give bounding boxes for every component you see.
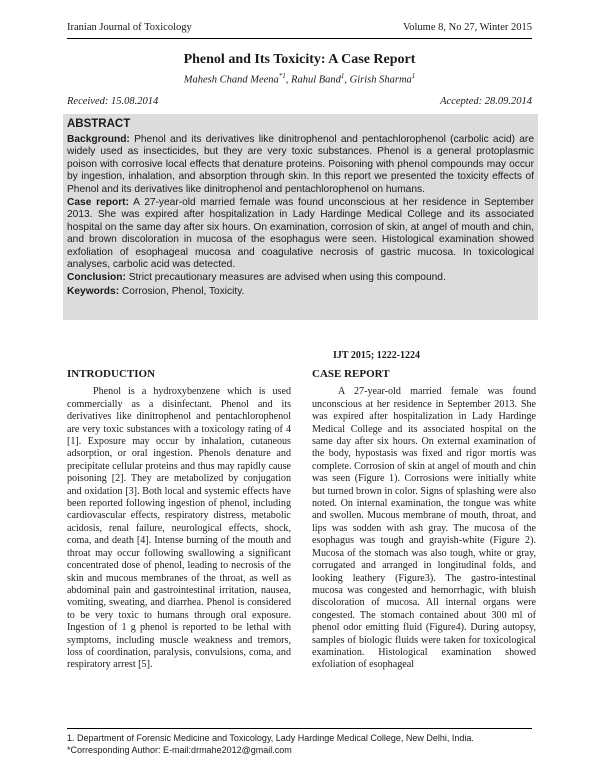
running-header bbox=[67, 22, 532, 33]
volume-info: Volume 8, No 27, Winter 2015 bbox=[403, 22, 532, 33]
background-label: Background: bbox=[67, 134, 130, 145]
author-affiliation-mark: *1 bbox=[278, 72, 286, 80]
abstract-keywords bbox=[67, 286, 534, 298]
abstract-heading: ABSTRACT bbox=[67, 118, 131, 130]
abstract-case-report bbox=[67, 197, 534, 271]
introduction-text: Phenol is a hydroxybenzene which is used commercially as a disinfectant. Phenol and its derivatives like dinitrophenol and pentachlorophenol are very toxic substances with a toxicology rating of 4 [1]. Exposure may occur by inhalation, cutaneous adsorption, or oral ingestion. Phenols denature and precipitate cellular proteins and thus may rapidly cause poisoning [2]. They are metabolized by conjugation and oxidation [3]. Both local and systemic effects have been reported following ingestion of phenol, including cardiovascular effects, respiratory distress, metabolic acidosis, renal failure, neurological effects, shock, coma, and death [4]. Intense burning of the mouth and throat may occur following swallowing a significant concentrated dose of phenol, leading to necrosis of the skin and mucous membranes of the throat, as well as abdominal pain and gastrointestinal irritation, nausea, vomiting, sweating, and diarrhea. Phenol is considered to be very toxic to humans through oral exposure. Ingestion of 1 g phenol is reported to be lethal with symptoms, including muscle weakness and tremors, loss of coordination, paralysis, convulsions, coma, and respiratory arrest [5]. bbox=[67, 386, 291, 671]
introduction-section bbox=[67, 368, 291, 672]
affiliation-footnote: 1. Department of Forensic Medicine and Toxicology, Lady Hardinge Medical College, New Delhi, India. bbox=[67, 733, 474, 743]
abstract-box bbox=[63, 114, 538, 320]
abstract-conclusion bbox=[67, 272, 534, 284]
background-text: Phenol and its derivatives like dinitrophenol and pentachlorophenol (carbolic acid) are widely used as insecticides, but they are very toxic substances. Phenol is a general protoplasmic poison with corrosive local effects that denature proteins. Poisoning with phenol compounds may occur by ingestion, inhalation, and absorption through skin. In this report we presented the toxicity effects of Phenol and its derivatives like dinitrophenol and pentachlorophenol on humans. bbox=[67, 134, 534, 195]
author-list: Mahesh Chand Meena$^{*1}$, Rahul Band$^1$, Girish Sharma$^1$ bbox=[183, 72, 416, 86]
author-name: Girish Sharma bbox=[349, 74, 412, 86]
author-affiliation-mark: 1 bbox=[340, 72, 345, 80]
case-report-label: Case report: bbox=[67, 197, 129, 209]
keywords-text: Corrosion, Phenol, Toxicity. bbox=[119, 285, 245, 297]
journal-name: Iranian Journal of Toxicology bbox=[67, 22, 192, 33]
author-name: Rahul Band bbox=[291, 74, 341, 86]
article-title: Phenol and Its Toxicity: A Case Report bbox=[183, 52, 416, 67]
footnotes bbox=[67, 732, 532, 756]
author-affiliation-mark: 1 bbox=[411, 72, 416, 80]
corresponding-author-footnote: *Corresponding Author: E-mail:drmahe2012@gmail.com bbox=[67, 745, 292, 755]
footnote-rule bbox=[67, 728, 532, 729]
introduction-heading: INTRODUCTION bbox=[67, 368, 156, 380]
case-report-body: A 27-year-old married female was found unconscious at her residence in September 2013. She was expired after hospitalization in Lady Hardinge Medical College and its associated hospital on the same day after six hours. On external examination of the body, hypostasis was fixed and rigor mortis was complete. Corrosion of skin at angel of mouth and chin was seen (Figure 1). Corrosions were initially white but turned brown in color. Signs of splashing were also noted. On internal examination, the tongue was white and swollen. Mucous membrane of mouth, throat, and lips was sodden with ash gray. The mucosa of the esophagus was tough and grayish-white (Figure 2). Mucosa of the stomach was also tough, white or gray, corrugated and arranged in longitudinal folds, and looking leathery (Figure3). The gastro-intestinal mucosa was congested and hemorrhagic, with bluish discoloration of mucosa. All internal organs were congested. The stomach contained about 300 ml of phenol odor emitting fluid (Figure4). During autopsy, samples of biologic fluids were taken for toxicological examination. Histological examination showed exfoliation of esophageal bbox=[312, 386, 536, 671]
citation-line: IJT 2015; 1222-1224 bbox=[333, 350, 421, 361]
author-name: Mahesh Chand Meena bbox=[183, 74, 279, 86]
conclusion-text: Strict precautionary measures are advised when using this compound. bbox=[125, 272, 446, 284]
accepted-date: Accepted: 28.09.2014 bbox=[440, 96, 532, 107]
dates-line bbox=[67, 96, 532, 107]
case-report-section bbox=[312, 368, 536, 672]
case-report-heading: CASE REPORT bbox=[312, 368, 390, 380]
received-date: Received: 15.08.2014 bbox=[67, 96, 159, 107]
case-report-text: A 27-year-old married female was found unconscious at her residence in September 2013. She was expired after hospitalization in Lady Hardinge Medical College and its associated hospital on the same day after six hours. On examination, corrosion of skin, at angel of mouth and chin, and brown discoloration in mucosa of the esophagus were seen. Histological examination showed exfoliation of esophageal mucosa and coagulative necrosis of gastric mucosa. In toxicological analyses, carbolic acid was detected. bbox=[67, 197, 535, 271]
keywords-label: Keywords: bbox=[67, 285, 120, 297]
abstract-background bbox=[67, 134, 534, 196]
conclusion-label: Conclusion: bbox=[67, 272, 126, 284]
header-rule bbox=[67, 38, 532, 39]
